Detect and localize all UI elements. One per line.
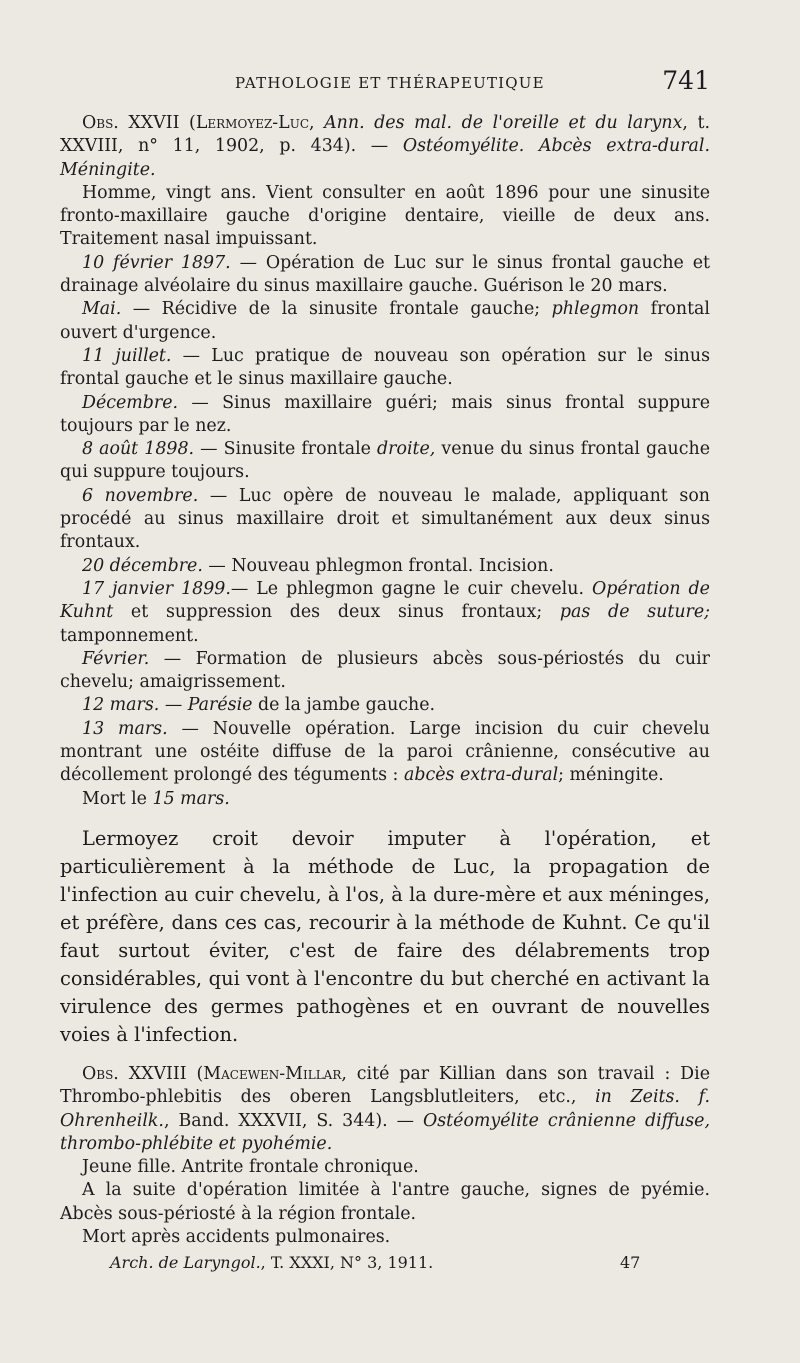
obs28-paragraph: Jeune fille. Antrite frontale chronique. bbox=[82, 1157, 419, 1178]
obs27-heading: Obs. XXVII (Lermoyez-Luc, Ann. des mal. de l'oreille et du larynx, t. XXVIII, n° 11, 1902, p. 434). — Ostéomyélite. Abcès extra-dural. Méningite. bbox=[60, 113, 710, 180]
obs28-author: Macewen-Millar bbox=[203, 1063, 342, 1084]
observation-27 bbox=[60, 112, 710, 811]
obs27-entry: 10 février 1897. — Opération de Luc sur le sinus frontal gauche et drainage alvéolaire du sinus maxillaire gauche. Guérison le 20 mars. bbox=[60, 252, 710, 297]
page-number: 741 bbox=[662, 66, 710, 95]
obs28-heading: Obs. XXVIII (Macewen-Millar, cité par Killian dans son travail : Die Thrombo-phlebitis des oberen Langsblutleiters, etc., in Zeits. f. Ohrenheilk., Band. XXXVII, S. 344). — Ostéomyélite crânienne diffuse, thrombo-phlébite et pyohémie. bbox=[60, 1063, 710, 1154]
obs27-entry: Mai. — Récidive de la sinusite frontale gauche; phlegmon frontal ouvert d'urgence. bbox=[60, 299, 710, 343]
running-title: PATHOLOGIE ET THÉRAPEUTIQUE bbox=[235, 74, 545, 92]
obs27-entry: Décembre. — Sinus maxillaire guéri; mais sinus frontal suppure toujours par le nez. bbox=[60, 392, 710, 436]
obs27-entry: 13 mars. — Nouvelle opération. Large incision du cuir chevelu montrant une ostéite diffuse de la paroi crânienne, consécutive au décollement prolongé des téguments : abcès extra-dural; méningite. bbox=[60, 718, 710, 786]
obs27-entry: 20 décembre. — Nouveau phlegmon frontal. Incision. bbox=[82, 555, 554, 576]
obs27-paragraph: Homme, vingt ans. Vient consulter en août 1896 pour une sinusite fronto-maxillaire gauche d'origine dentaire, vieille de deux ans. Traitement nasal impuissant. bbox=[60, 182, 710, 250]
observation-28 bbox=[60, 1063, 710, 1272]
signature-mark: 47 bbox=[620, 1253, 641, 1273]
page-body bbox=[60, 112, 710, 1272]
obs28-paragraph: A la suite d'opération limitée à l'antre gauche, signes de pyémie. Abcès sous-périosté à la région frontale. bbox=[60, 1180, 710, 1224]
obs27-entry: 11 juillet. — Luc pratique de nouveau son opération sur le sinus frontal gauche et le sinus maxillaire gauche. bbox=[60, 345, 710, 390]
page-header bbox=[60, 66, 710, 102]
obs27-entry: Février. — Formation de plusieurs abcès sous-périostés du cuir chevelu; amaigrissement. bbox=[60, 648, 710, 693]
obs27-entry: 8 août 1898. — Sinusite frontale droite, venue du sinus frontal gauche qui suppure toujours. bbox=[60, 439, 710, 483]
obs28-paragraph: Mort après accidents pulmonaires. bbox=[82, 1226, 391, 1247]
obs27-entry: 17 janvier 1899.— Le phlegmon gagne le cuir chevelu. Opération de Kuhnt et suppression des deux sinus frontaux; pas de suture; tamponnement. bbox=[60, 578, 710, 646]
obs27-entry: Mort le 15 mars. bbox=[82, 788, 230, 809]
commentary-paragraph: Lermoyez croit devoir imputer à l'opération, et particulièrement à la méthode de Luc, la propagation de l'infection au cuir chevelu, à l'os, à la dure-mère et aux méninges, et préfère, dans ces cas, recourir à la méthode de Kuhnt. Ce qu'il faut surtout éviter, c'est de faire des délabrements trop considérables, qui vont à l'encontre du but cherché en activant la virulence des germes pathogènes et en ouvrant de nouvelles voies à l'infection. bbox=[60, 826, 710, 1046]
obs27-entry: 6 novembre. — Luc opère de nouveau le malade, appliquant son procédé au sinus maxillaire droit et simultanément aux deux sinus frontaux. bbox=[60, 485, 710, 553]
obs27-author: Lermoyez-Luc bbox=[195, 113, 310, 133]
footer-reference: Arch. de Laryngol., T. XXXI, N° 3, 1911. bbox=[110, 1253, 434, 1273]
obs27-journal: Ann. des mal. de l'oreille et du larynx bbox=[324, 113, 683, 133]
obs28-journal: in Zeits. f. Ohrenheilk. bbox=[60, 1087, 710, 1131]
obs27-title: Ostéomyélite. Abcès extra-dural. Méningite. bbox=[60, 136, 710, 180]
commentary bbox=[60, 825, 710, 1049]
page-footer bbox=[60, 1253, 710, 1272]
obs28-title: Ostéomyélite crânienne diffuse, thrombo-phlébite et pyohémie. bbox=[60, 1110, 710, 1154]
obs27-entry: 12 mars. — Parésie de la jambe gauche. bbox=[82, 695, 436, 716]
